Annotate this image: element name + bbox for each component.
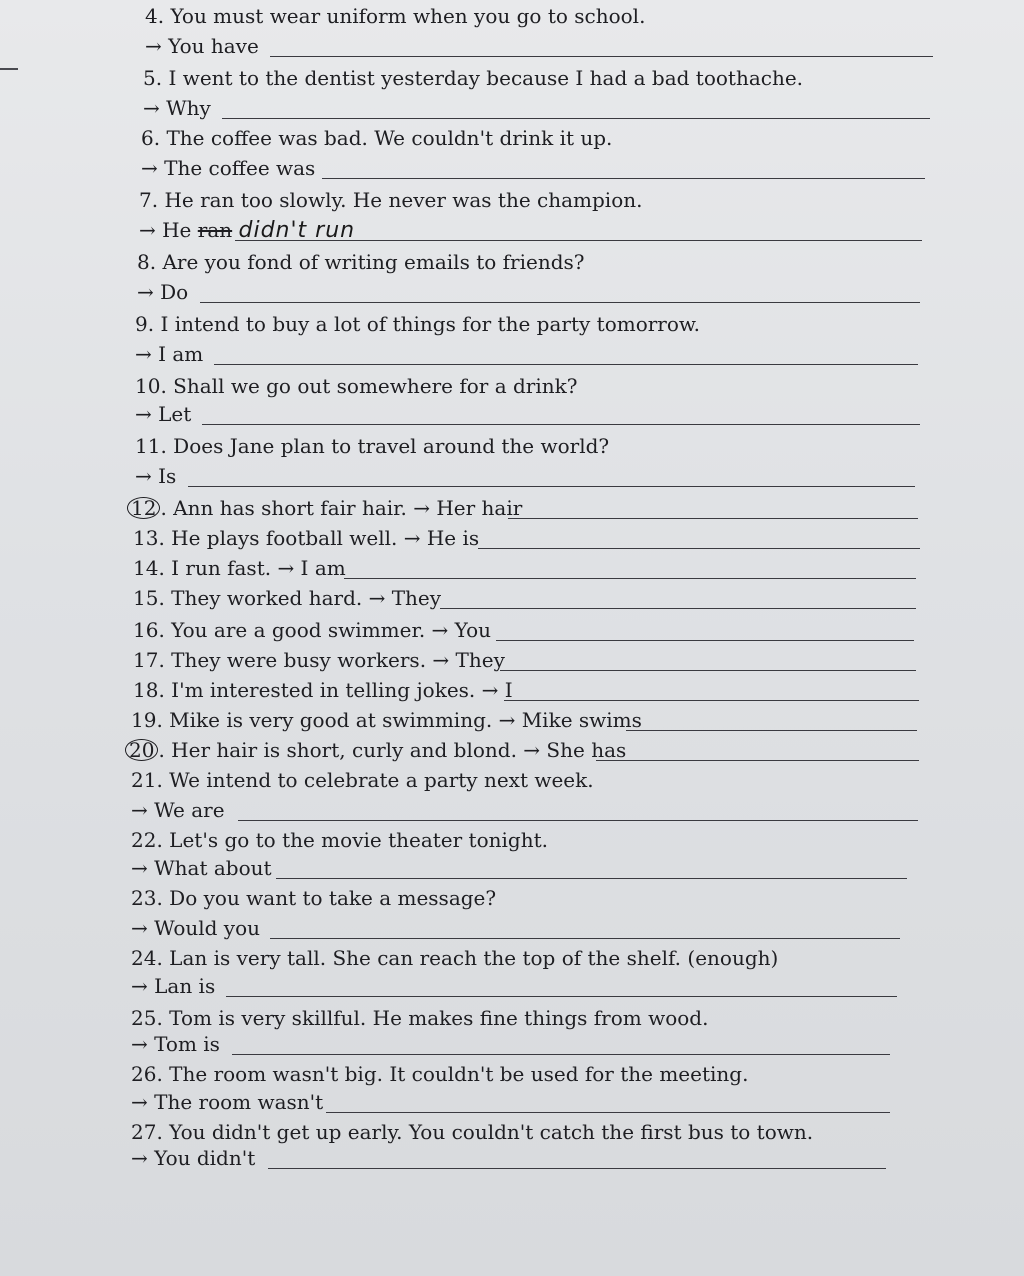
exercise-sentence bbox=[137, 250, 585, 274]
line-text: 25. Tom is very skillful. He makes fine things from wood. bbox=[131, 1006, 709, 1030]
line-text: 24. Lan is very tall. She can reach the top of the shelf. (enough) bbox=[131, 946, 779, 970]
answer-prompt bbox=[131, 1090, 323, 1114]
exercise-sentence bbox=[133, 648, 505, 672]
line-text: → Let bbox=[135, 402, 192, 426]
answer-blank-line[interactable] bbox=[188, 486, 915, 487]
line-text: → He bbox=[139, 218, 192, 242]
margin-mark bbox=[0, 68, 18, 70]
answer-blank-line[interactable] bbox=[235, 240, 922, 241]
line-text: → You have bbox=[145, 34, 259, 58]
line-text: → Why bbox=[143, 96, 211, 120]
exercise-sentence bbox=[131, 708, 642, 732]
line-text: 15. They worked hard. → They bbox=[133, 586, 442, 610]
answer-blank-line[interactable] bbox=[344, 578, 916, 579]
answer-blank-line[interactable] bbox=[200, 302, 920, 303]
answer-prompt bbox=[145, 34, 259, 58]
line-text: 21. We intend to celebrate a party next week. bbox=[131, 768, 594, 792]
exercise-sentence bbox=[141, 126, 612, 150]
exercise-sentence bbox=[133, 678, 513, 702]
answer-prompt bbox=[131, 974, 215, 998]
answer-prompt bbox=[135, 402, 191, 426]
answer-blank-line[interactable] bbox=[222, 118, 930, 119]
line-text: → Do bbox=[137, 280, 189, 304]
line-text: 22. Let's go to the movie theater tonight. bbox=[131, 828, 548, 852]
line-text: 9. I intend to buy a lot of things for the party tomorrow. bbox=[135, 312, 700, 336]
line-text: 4. You must wear uniform when you go to school. bbox=[145, 4, 646, 28]
answer-prompt bbox=[135, 342, 203, 366]
exercise-sentence bbox=[133, 586, 441, 610]
exercise-sentence bbox=[135, 312, 700, 336]
answer-blank-line[interactable] bbox=[326, 1112, 890, 1113]
exercise-sentence bbox=[127, 496, 522, 520]
answer-blank-line[interactable] bbox=[496, 640, 914, 641]
circled-question-number: 12 bbox=[127, 497, 160, 519]
answer-prompt bbox=[143, 96, 211, 120]
answer-blank-line[interactable] bbox=[322, 178, 925, 179]
answer-prompt bbox=[135, 464, 176, 488]
line-text: → What about bbox=[131, 856, 272, 880]
line-text: → Tom is bbox=[131, 1032, 220, 1056]
line-text: 14. I run fast. → I am bbox=[133, 556, 346, 580]
answer-blank-line[interactable] bbox=[500, 670, 916, 671]
answer-blank-line[interactable] bbox=[270, 56, 933, 57]
line-text: 23. Do you want to take a message? bbox=[131, 886, 497, 910]
exercise-sentence bbox=[131, 1062, 748, 1086]
answer-blank-line[interactable] bbox=[202, 424, 920, 425]
answer-prompt bbox=[131, 1146, 255, 1170]
line-text: 27. You didn't get up early. You couldn't catch the first bus to town. bbox=[131, 1120, 814, 1144]
line-text: 6. The coffee was bad. We couldn't drink it up. bbox=[141, 126, 613, 150]
exercise-sentence bbox=[131, 1120, 813, 1144]
exercise-sentence bbox=[145, 4, 645, 28]
answer-prompt bbox=[131, 856, 272, 880]
exercise-sentence bbox=[131, 828, 548, 852]
answer-blank-line[interactable] bbox=[226, 996, 897, 997]
answer-prompt bbox=[141, 156, 315, 180]
line-text: → I am bbox=[135, 342, 204, 366]
exercise-sentence bbox=[143, 66, 803, 90]
exercise-sentence bbox=[131, 768, 594, 792]
exercise-sentence bbox=[139, 188, 642, 212]
line-text: 8. Are you fond of writing emails to friends? bbox=[137, 250, 585, 274]
exercise-sentence bbox=[135, 434, 609, 458]
exercise-sentence bbox=[133, 526, 479, 550]
answer-prompt bbox=[131, 1032, 220, 1056]
line-text: → We are bbox=[131, 798, 225, 822]
line-text: → The room wasn't bbox=[131, 1090, 324, 1114]
circled-question-number: 20 bbox=[125, 739, 158, 761]
answer-blank-line[interactable] bbox=[596, 760, 919, 761]
exercise-sentence bbox=[131, 946, 778, 970]
line-text: . Her hair is short, curly and blond. → She has bbox=[158, 738, 627, 762]
exercise-sentence bbox=[135, 374, 577, 398]
line-text: 16. You are a good swimmer. → You bbox=[133, 618, 492, 642]
line-text: → Is bbox=[135, 464, 177, 488]
line-text: 5. I went to the dentist yesterday because I had a bad toothache. bbox=[143, 66, 804, 90]
line-text: → You didn't bbox=[131, 1146, 256, 1170]
answer-blank-line[interactable] bbox=[270, 938, 900, 939]
answer-blank-line[interactable] bbox=[478, 548, 920, 549]
line-text: 17. They were busy workers. → They bbox=[133, 648, 505, 672]
exercise-sentence bbox=[133, 556, 346, 580]
exercise-sentence bbox=[131, 886, 496, 910]
line-text: . Ann has short fair hair. → Her hair bbox=[160, 496, 523, 520]
answer-blank-line[interactable] bbox=[238, 820, 918, 821]
line-text: 18. I'm interested in telling jokes. → I bbox=[133, 678, 513, 702]
exercise-sentence bbox=[131, 1006, 708, 1030]
line-text: 7. He ran too slowly. He never was the champion. bbox=[139, 188, 643, 212]
answer-blank-line[interactable] bbox=[232, 1054, 890, 1055]
handwritten-answer: didn't run bbox=[238, 218, 356, 243]
answer-blank-line[interactable] bbox=[276, 878, 907, 879]
answer-blank-line[interactable] bbox=[440, 608, 916, 609]
exercise-sentence bbox=[133, 618, 491, 642]
answer-prompt bbox=[131, 798, 225, 822]
line-text: 19. Mike is very good at swimming. → Mike swims bbox=[131, 708, 642, 732]
answer-blank-line[interactable] bbox=[504, 700, 919, 701]
line-text: → Would you bbox=[131, 916, 261, 940]
line-text: 11. Does Jane plan to travel around the world? bbox=[135, 434, 610, 458]
line-text: → Lan is bbox=[131, 974, 216, 998]
line-text: 10. Shall we go out somewhere for a drink? bbox=[135, 374, 578, 398]
struck-word: ran bbox=[197, 218, 233, 242]
exercise-sentence bbox=[125, 738, 626, 762]
answer-blank-line[interactable] bbox=[268, 1168, 886, 1169]
answer-prompt bbox=[131, 916, 260, 940]
answer-prompt bbox=[137, 280, 188, 304]
answer-blank-line[interactable] bbox=[214, 364, 918, 365]
answer-blank-line[interactable] bbox=[626, 730, 917, 731]
line-text: 13. He plays football well. → He is bbox=[133, 526, 480, 550]
line-text: 26. The room wasn't big. It couldn't be used for the meeting. bbox=[131, 1062, 749, 1086]
answer-blank-line[interactable] bbox=[508, 518, 918, 519]
line-text: → The coffee was bbox=[141, 156, 316, 180]
